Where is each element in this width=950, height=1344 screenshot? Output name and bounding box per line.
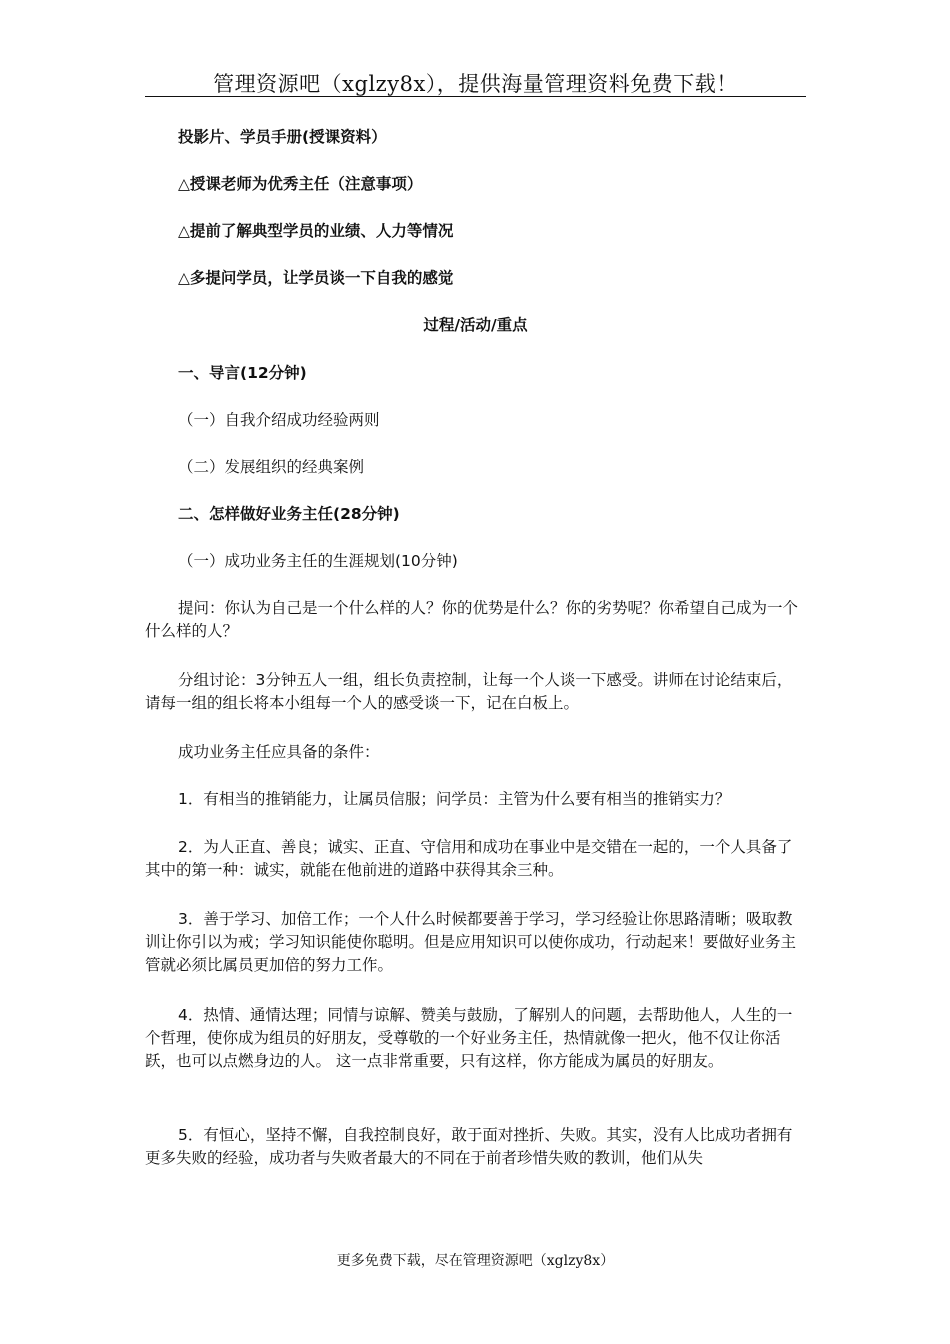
list-item-1: 1．有相当的推销能力，让属员信服；问学员：主管为什么要有相当的推销实力？ <box>178 790 731 808</box>
list-item-4: 4．热情、通情达理；同情与谅解、赞美与鼓励，了解别人的问题，去帮助他人，人生的一个哲理，使你成为组员的好朋友，受尊敬的一个好业务主任，热情就像一把火，他不仅让你活跃，也可以点燃身边的人。 这一点非常重要，只有这样，你方能成为属员的好朋友。 <box>145 1006 793 1070</box>
paragraph-conditions-intro: 成功业务主任应具备的条件： <box>178 743 380 761</box>
subitem-career-plan: （一）成功业务主任的生涯规划(10分钟) <box>178 552 458 570</box>
paragraph-group-discussion: 分组讨论：3分钟五人一组，组长负责控制，让每一个人谈一下感受。讲师在讨论结束后，请每一组的组长将本小组每一个人的感受谈一下，记在白板上。 <box>145 671 793 712</box>
paragraph-question: 提问：你认为自己是一个什么样的人？你的优势是什么？你的劣势呢？你希望自己成为一个什么样的人？ <box>145 599 799 640</box>
subitem-self-intro: （一）自我介绍成功经验两则 <box>178 411 380 429</box>
paragraph-materials: 投影片、学员手册(授课资料） <box>178 128 387 146</box>
paragraph-note-prepare: △提前了解典型学员的业绩、人力等情况 <box>178 222 454 240</box>
paragraph-note-teacher: △授课老师为优秀主任（注意事项） <box>178 175 423 193</box>
page-footer: 更多免费下载，尽在管理资源吧（xglzy8x） <box>336 1253 615 1269</box>
paragraph-note-ask: △多提问学员，让学员谈一下自我的感觉 <box>178 269 454 287</box>
header-divider <box>145 96 806 97</box>
section-heading-process: 过程/活动/重点 <box>423 316 528 334</box>
subitem-case-study: （二）发展组织的经典案例 <box>178 458 365 476</box>
list-item-3: 3．善于学习、加倍工作；一个人什么时候都要善于学习，学习经验让你思路清晰；吸取教训让你引以为戒；学习知识能使你聪明。但是应用知识可以使你成功，行动起来！要做好业务主管就必须比属员更加倍的努力工作。 <box>145 910 797 974</box>
list-item-2: 2．为人正直、善良；诚实、正直、守信用和成功在事业中是交错在一起的，一个人具备了其中的第一种：诚实，就能在他前进的道路中获得其余三种。 <box>145 838 793 879</box>
page-header-title: 管理资源吧（xglzy8x），提供海量管理资料免费下载！ <box>213 72 738 96</box>
heading-introduction: 一、导言(12分钟) <box>178 364 307 382</box>
list-item-5: 5．有恒心，坚持不懈，自我控制良好，敢于面对挫折、失败。其实，没有人比成功者拥有更多失败的经验，成功者与失败者最大的不同在于前者珍惜失败的教训，他们从失 <box>145 1126 793 1167</box>
heading-how-to-be-supervisor: 二、怎样做好业务主任(28分钟) <box>178 505 400 523</box>
